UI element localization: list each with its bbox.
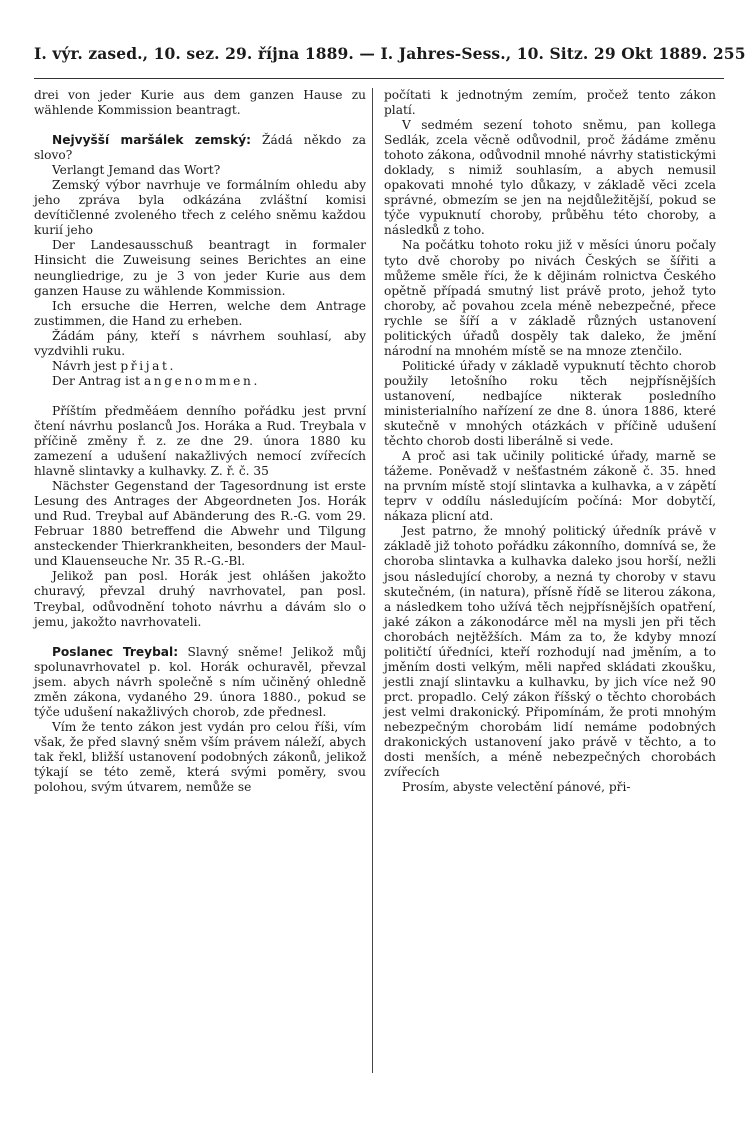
paragraph: Politické úřady v základě vypuknutí těchto chorob použily letošního roku těch nejpřísnějších ustanovení, nedbajíce nikterak posledního ministerialního nařízení ze dne 8. února 1886, které skutečně v mnohých otázkách v příčině udušení těchto chorob dosti liberálně si vede.	[384, 358, 716, 449]
paragraph: Verlangt Jemand das Wort?	[52, 163, 221, 178]
speaker-name: Nejvyšší maršálek zemský:	[52, 133, 252, 148]
paragraph: Zemský výbor navrhuje ve formálním ohledu aby jeho zpráva byla odkázána zvláštní komisi devítičlenné zvoleného třech z celého sněmu každou kurií jeho	[34, 178, 366, 238]
spaced-word: přijat	[120, 358, 170, 373]
paragraph: Prosím, abyste velectění pánové, při-	[402, 780, 631, 795]
running-header: I. výr. zased., 10. sez. 29. října 1889. — I. Jahres-Sess., 10. Sitz. 29 Okt 1889. 255	[34, 44, 746, 63]
paragraph: počítati k jednotným zemím, pročež tento zákon platí.	[384, 88, 716, 118]
paragraph: Příštím předměáem denního pořádku jest první čtení návrhu poslanců Jos. Horáka a Rud. Treybala v příčině změny ř. z. ze dne 29. února 1880 ku zamezení a udušení nakažlivých nemocí zvířecích hlavně slintavky a kulhavky. Z. ř. č. 35	[34, 403, 366, 479]
paragraph: Jelikož pan posl. Horák jest ohlášen jakožto churavý, převzal druhý navrhovatel, pan posl. Treybal, odůvodnění tohoto návrhu a dávám slo o jemu, jakožto navrhovateli.	[34, 569, 366, 629]
paragraph: Nejvyšší maršálek zemský: Žádá někdo za slovo?	[34, 133, 366, 163]
paragraph: Žádám pány, kteří s návrhem souhlasí, aby vyzdvihli ruku.	[34, 328, 366, 358]
paragraph: V sedmém sezení tohoto sněmu, pan kollega Sedlák, zcela věcně odůvodnil, proč žádáme změnu tohoto zákona, odůvodnil mnohé návrhy statistickými doklady, s nimiž souhlasím, a abych nemusil opakovati mnohé tylo důkazy, v základě věci zcela správné, obmezím se jen na nejdůležitější, pokud se týče vypuknutí choroby, průběhu této choroby, a následků z toho.	[384, 118, 716, 238]
paragraph: Jest patrno, že mnohý politický úředník právě v základě již tohoto pořádku zákonního, domnívá se, že choroba slintavka a kulhavka daleko jsou horší, nežli jsou následující choroby, a nezná ty choroby v stavu skutečném, (in natura), přísně řídě se literou zákona, a následkem toho užívá těch nejpřísnějších opatření, jaké zákon a zákonodárce měl na mysli jen při těch chorobách nejtěžších. Mám za to, že kdyby mnozí političtí úředníci, kteří rozhodují nad jměním, a to jměním dosti velkým, měli napřed skládati zkoušku, jestli znají slintavku a kulhavku, by jich více než 90 prct. propadlo. Celý zákon říšský o těchto chorobách jest velmi drakonický. Připomínám, že proti mnohým nebezpečným chorobám lidí nemáme podobných drakonických ustanovení jako právě v těchto, a to dosti menších, a méně nebezpečných chorobách zvířecích	[384, 524, 716, 780]
spaced-word: angenommen	[143, 373, 254, 388]
paragraph: Ich ersuche die Herren, welche dem Antrage zustimmen, die Hand zu erheben.	[34, 298, 366, 328]
paragraph: Vím že tento zákon jest vydán pro celou říši, vím však, že před slavný sněm vším právem náleží, abych tak řekl, bližší ustanovení podobných zákonů, jelikož týkají se této země, která svými poměry, svou polohou, svým útvarem, nemůže se	[34, 719, 366, 795]
column-divider	[372, 88, 373, 1073]
paragraph: Nächster Gegenstand der Tagesordnung ist erste Lesung des Antrages der Abgeordneten Jos. Horák und Rud. Treybal auf Abänderung des R.-G. vom 29. Februar 1880 betreffend die Abwehr und Tilgung ansteckender Thierkrankheiten, besonders der Maul- und Klauenseuche Nr. 35 R.-G.-Bl.	[34, 479, 366, 569]
paragraph: Der Landesausschuß beantragt in formaler Hinsicht die Zuweisung seines Berichtes an eine neungliedrige, zu je 3 von jeder Kurie aus dem ganzen Hause zu wählende Kommission.	[34, 238, 366, 298]
right-column	[384, 88, 716, 795]
left-column	[34, 88, 366, 795]
paragraph: A proč asi tak učinily politické úřady, marně se tážeme. Poněvadž v nešťastném zákoně č. 35. hned na prvním místě stojí slintavka a kulhavka, a v zápětí teprv v oddílu následujícím počíná: Mor dobytčí, nákaza plicní atd.	[384, 449, 716, 524]
paragraph: Návrh jest přijat.	[52, 358, 174, 373]
speaker-name: Poslanec Treybal:	[52, 644, 179, 659]
header-rule	[34, 78, 724, 79]
paragraph: Der Antrag ist angenommen.	[52, 373, 258, 388]
paragraph: drei von jeder Kurie aus dem ganzen Hause zu wählende Kommission beantragt.	[34, 88, 366, 118]
paragraph: Na počátku tohoto roku již v měsíci únoru počaly tyto dvě choroby po nivách Českých se šířiti a můžeme směle říci, že k dějinám rolnictva Českého opětně případá smutný list právě proto, jehož tyto choroby, ač povahou zcela méně nebezpečné, přece rychle se šíří a v základě různých ustanovení politických úřadů dospěly tak daleko, že jmění národní na mnohém místě se na mnoze ztenčilo.	[384, 238, 716, 358]
paragraph: Poslanec Treybal: Slavný sněme! Jelikož můj spolunavrhovatel p. kol. Horák ochuravěl, převzal jsem. abych návrh společně s ním učiněný ohledně změn zákona, vydaného 29. února 1880., pokud se týče udušení nakažlivých chorob, zde přednesl.	[34, 644, 366, 719]
